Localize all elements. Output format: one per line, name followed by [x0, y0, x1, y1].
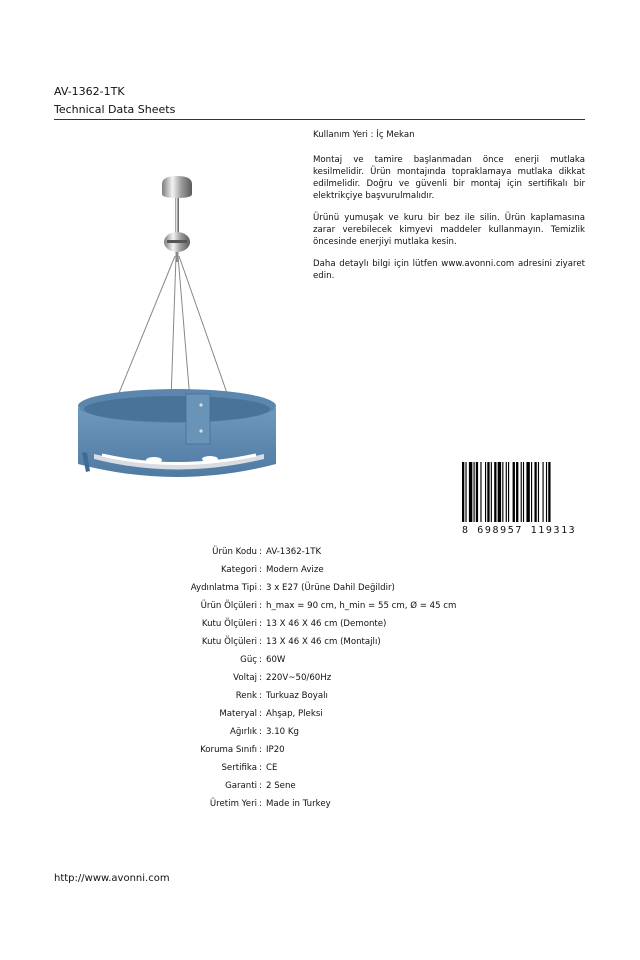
spec-value: : Modern Avize — [266, 561, 324, 579]
spec-label: Garanti — [225, 781, 257, 791]
spec-label: Ürün Ölçüleri — [200, 601, 257, 611]
spec-label: Ürün Kodu — [212, 547, 257, 557]
spec-label: Üretim Yeri — [209, 799, 257, 809]
spec-label: Güç — [240, 655, 257, 665]
barcode-number: 8 698957 119313 — [462, 525, 577, 536]
safety-paragraph: Montaj ve tamire başlanmadan önce enerji mutlaka kesilmelidir. Ürün montajında topraklamaya mutlaka dikkat edilmelidir. Doğru ve güvenli bir montaj için sertifikalı bir elektrikçiye başvurulmalıdır. — [313, 155, 585, 201]
website-paragraph: Daha detaylı bilgi için lütfen www.avonni.com adresini ziyaret edin. — [313, 259, 585, 281]
spec-value: : Made in Turkey — [266, 795, 331, 813]
spec-value: : CE — [266, 759, 277, 777]
spec-label: Kategori — [220, 565, 257, 575]
model-code: AV-1362-1TK — [54, 85, 125, 98]
spec-row — [54, 795, 614, 813]
footer-url[interactable]: http://www.avonni.com — [54, 873, 170, 884]
spec-row — [54, 615, 614, 633]
spec-row — [54, 759, 614, 777]
spec-row — [54, 723, 614, 741]
cleaning-paragraph: Ürünü yumuşak ve kuru bir bez ile silin. Ürün kaplamasına zarar verebilecek kimyevi maddeler kullanmayın. Temizlik öncesinde enerjiyi mutlaka kesin. — [313, 213, 585, 247]
spec-value: : Ahşap, Pleksi — [266, 705, 323, 723]
document-title: Technical Data Sheets — [54, 103, 176, 116]
spec-value: : h_max = 90 cm, h_min = 55 cm, Ø = 45 cm — [266, 597, 456, 615]
spec-row — [54, 597, 614, 615]
spec-value: : 60W — [266, 651, 285, 669]
spec-value: : 3 x E27 (Ürüne Dahil Değildir) — [266, 579, 395, 597]
spec-value: : 13 X 46 X 46 cm (Demonte) — [266, 615, 386, 633]
spec-value: : 220V~50/60Hz — [266, 669, 331, 687]
spec-value: : AV-1362-1TK — [266, 543, 321, 561]
spec-row — [54, 705, 614, 723]
spec-label: Renk — [235, 691, 257, 701]
spec-label: Kutu Ölçüleri — [201, 619, 257, 629]
spec-table — [54, 543, 614, 813]
spec-row — [54, 669, 614, 687]
spec-row — [54, 633, 614, 651]
usage-location: Kullanım Yeri : İç Mekan — [313, 130, 415, 140]
spec-value: : 13 X 46 X 46 cm (Montajlı) — [266, 633, 381, 651]
spec-row — [54, 543, 614, 561]
spec-label: Voltaj — [233, 673, 257, 683]
spec-row — [54, 741, 614, 759]
spec-row — [54, 579, 614, 597]
spec-row — [54, 561, 614, 579]
spec-label: Koruma Sınıfı — [200, 745, 257, 755]
spec-row — [54, 651, 614, 669]
barcode — [462, 462, 586, 534]
spec-value: : 3.10 Kg — [266, 723, 299, 741]
pendant-lamp-icon — [72, 172, 282, 492]
spec-value: : IP20 — [266, 741, 285, 759]
spec-value: : 2 Sene — [266, 777, 296, 795]
spec-label: Sertifika — [221, 763, 257, 773]
spec-label: Aydınlatma Tipi — [190, 583, 257, 593]
spec-value: : Turkuaz Boyalı — [266, 687, 328, 705]
spec-label: Materyal — [219, 709, 257, 719]
spec-label: Kutu Ölçüleri — [201, 637, 257, 647]
info-block — [313, 129, 585, 292]
spec-row — [54, 777, 614, 795]
spec-label: Ağırlık — [229, 727, 257, 737]
spec-row — [54, 687, 614, 705]
header-divider — [54, 119, 585, 120]
